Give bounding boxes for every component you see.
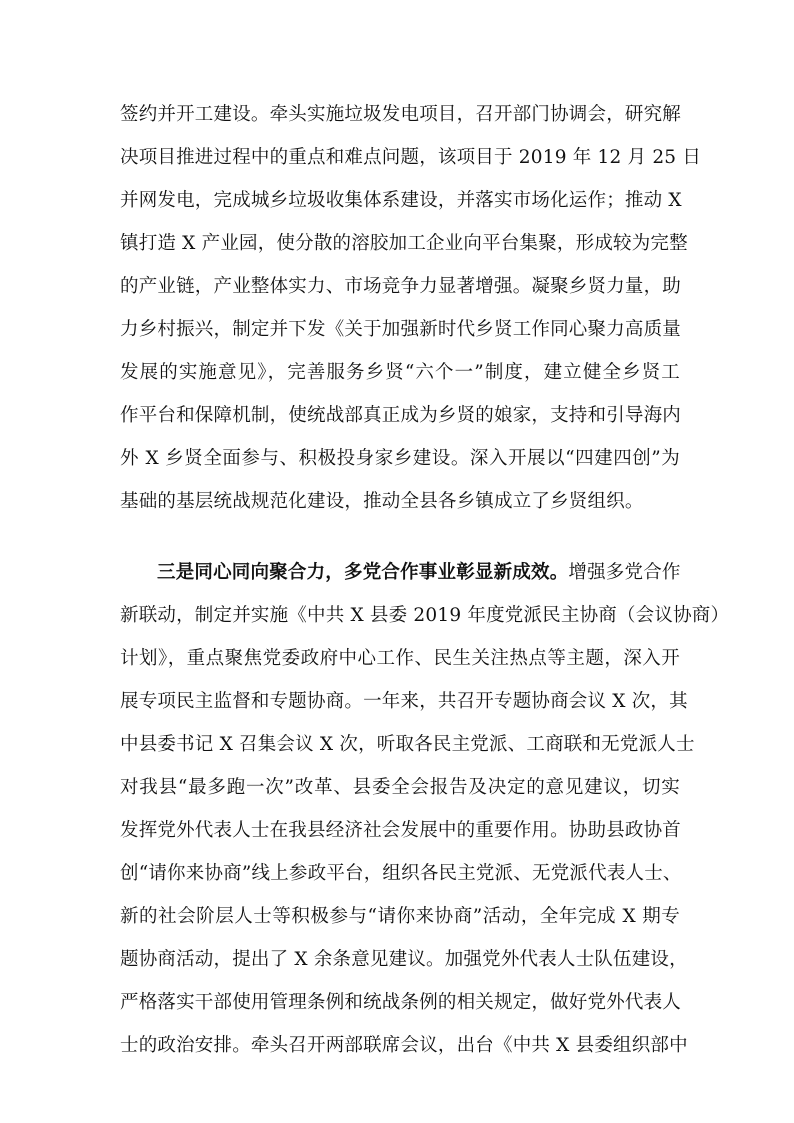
paragraph-line: 并网发电，完成城乡垃圾收集体系建设，并落实市场化运作；推动 X xyxy=(120,190,682,211)
paragraph-line: 计划》，重点聚焦党委政府中心工作、民生关注热点等主题，深入开 xyxy=(120,648,680,669)
paragraph-line: 新的社会阶层人士等积极参与“请你来协商”活动，全年完成 X 期专 xyxy=(120,906,680,927)
paragraph-line: 创“请你来协商”线上参政平台，组织各民主党派、无党派代表人士、 xyxy=(120,863,682,884)
paragraph-line: 基础的基层统战规范化建设，推动全县各乡镇成立了乡贤组织。 xyxy=(120,491,644,512)
paragraph-line: 签约并开工建设。牵头实施垃圾发电项目，召开部门协调会，研究解 xyxy=(120,104,682,125)
paragraph-text: 增强多党合作 xyxy=(568,562,681,583)
paragraph-line: 的产业链，产业整体实力、市场竞争力显著增强。凝聚乡贤力量，助 xyxy=(120,276,682,297)
paragraph-line: 新联动，制定并实施《中共 X 县委 2019 年度党派民主协商（会议协商） xyxy=(120,605,730,626)
paragraph-line: 严格落实干部使用管理条例和统战条例的相关规定，做好党外代表人 xyxy=(120,992,682,1013)
paragraph-line: 中县委书记 X 召集会议 X 次，听取各民主党派、工商联和无党派人士 xyxy=(120,734,695,755)
paragraph-line: 展专项民主监督和专题协商。一年来，共召开专题协商会议 X 次，其 xyxy=(120,691,688,712)
paragraph-line: 外 X 乡贤全面参与、积极投身家乡建设。深入开展以“四建四创”为 xyxy=(120,448,680,469)
paragraph-line: 镇打造 X 产业园，使分散的溶胶加工企业向平台集聚，形成较为完整 xyxy=(120,233,688,254)
section-heading: 三是同心同向聚合力，多党合作事业彰显新成效。 xyxy=(157,562,569,583)
paragraph-line: 对我县“最多跑一次”改革、县委全会报告及决定的意见建议，切实 xyxy=(120,777,680,798)
paragraph-line: 发展的实施意见》，完善服务乡贤“六个一”制度，建立健全乡贤工 xyxy=(120,362,680,383)
paragraph-line: 士的政治安排。牵头召开两部联席会议，出台《中共 X 县委组织部中 xyxy=(120,1035,688,1056)
paragraph-line: 作平台和保障机制，使统战部真正成为乡贤的娘家，支持和引导海内 xyxy=(120,405,682,426)
paragraph-line: 力乡村振兴，制定并下发《关于加强新时代乡贤工作同心聚力高质量 xyxy=(120,319,682,340)
paragraph-line: 发挥党外代表人士在我县经济社会发展中的重要作用。协助县政协首 xyxy=(120,820,682,841)
paragraph-line: 决项目推进过程中的重点和难点问题，该项目于 2019 年 12 月 25 日 xyxy=(120,147,702,168)
paragraph-line: 题协商活动，提出了 X 余条意见建议。加强党外代表人士队伍建设， xyxy=(120,949,688,970)
paragraph-first-line xyxy=(157,560,680,586)
